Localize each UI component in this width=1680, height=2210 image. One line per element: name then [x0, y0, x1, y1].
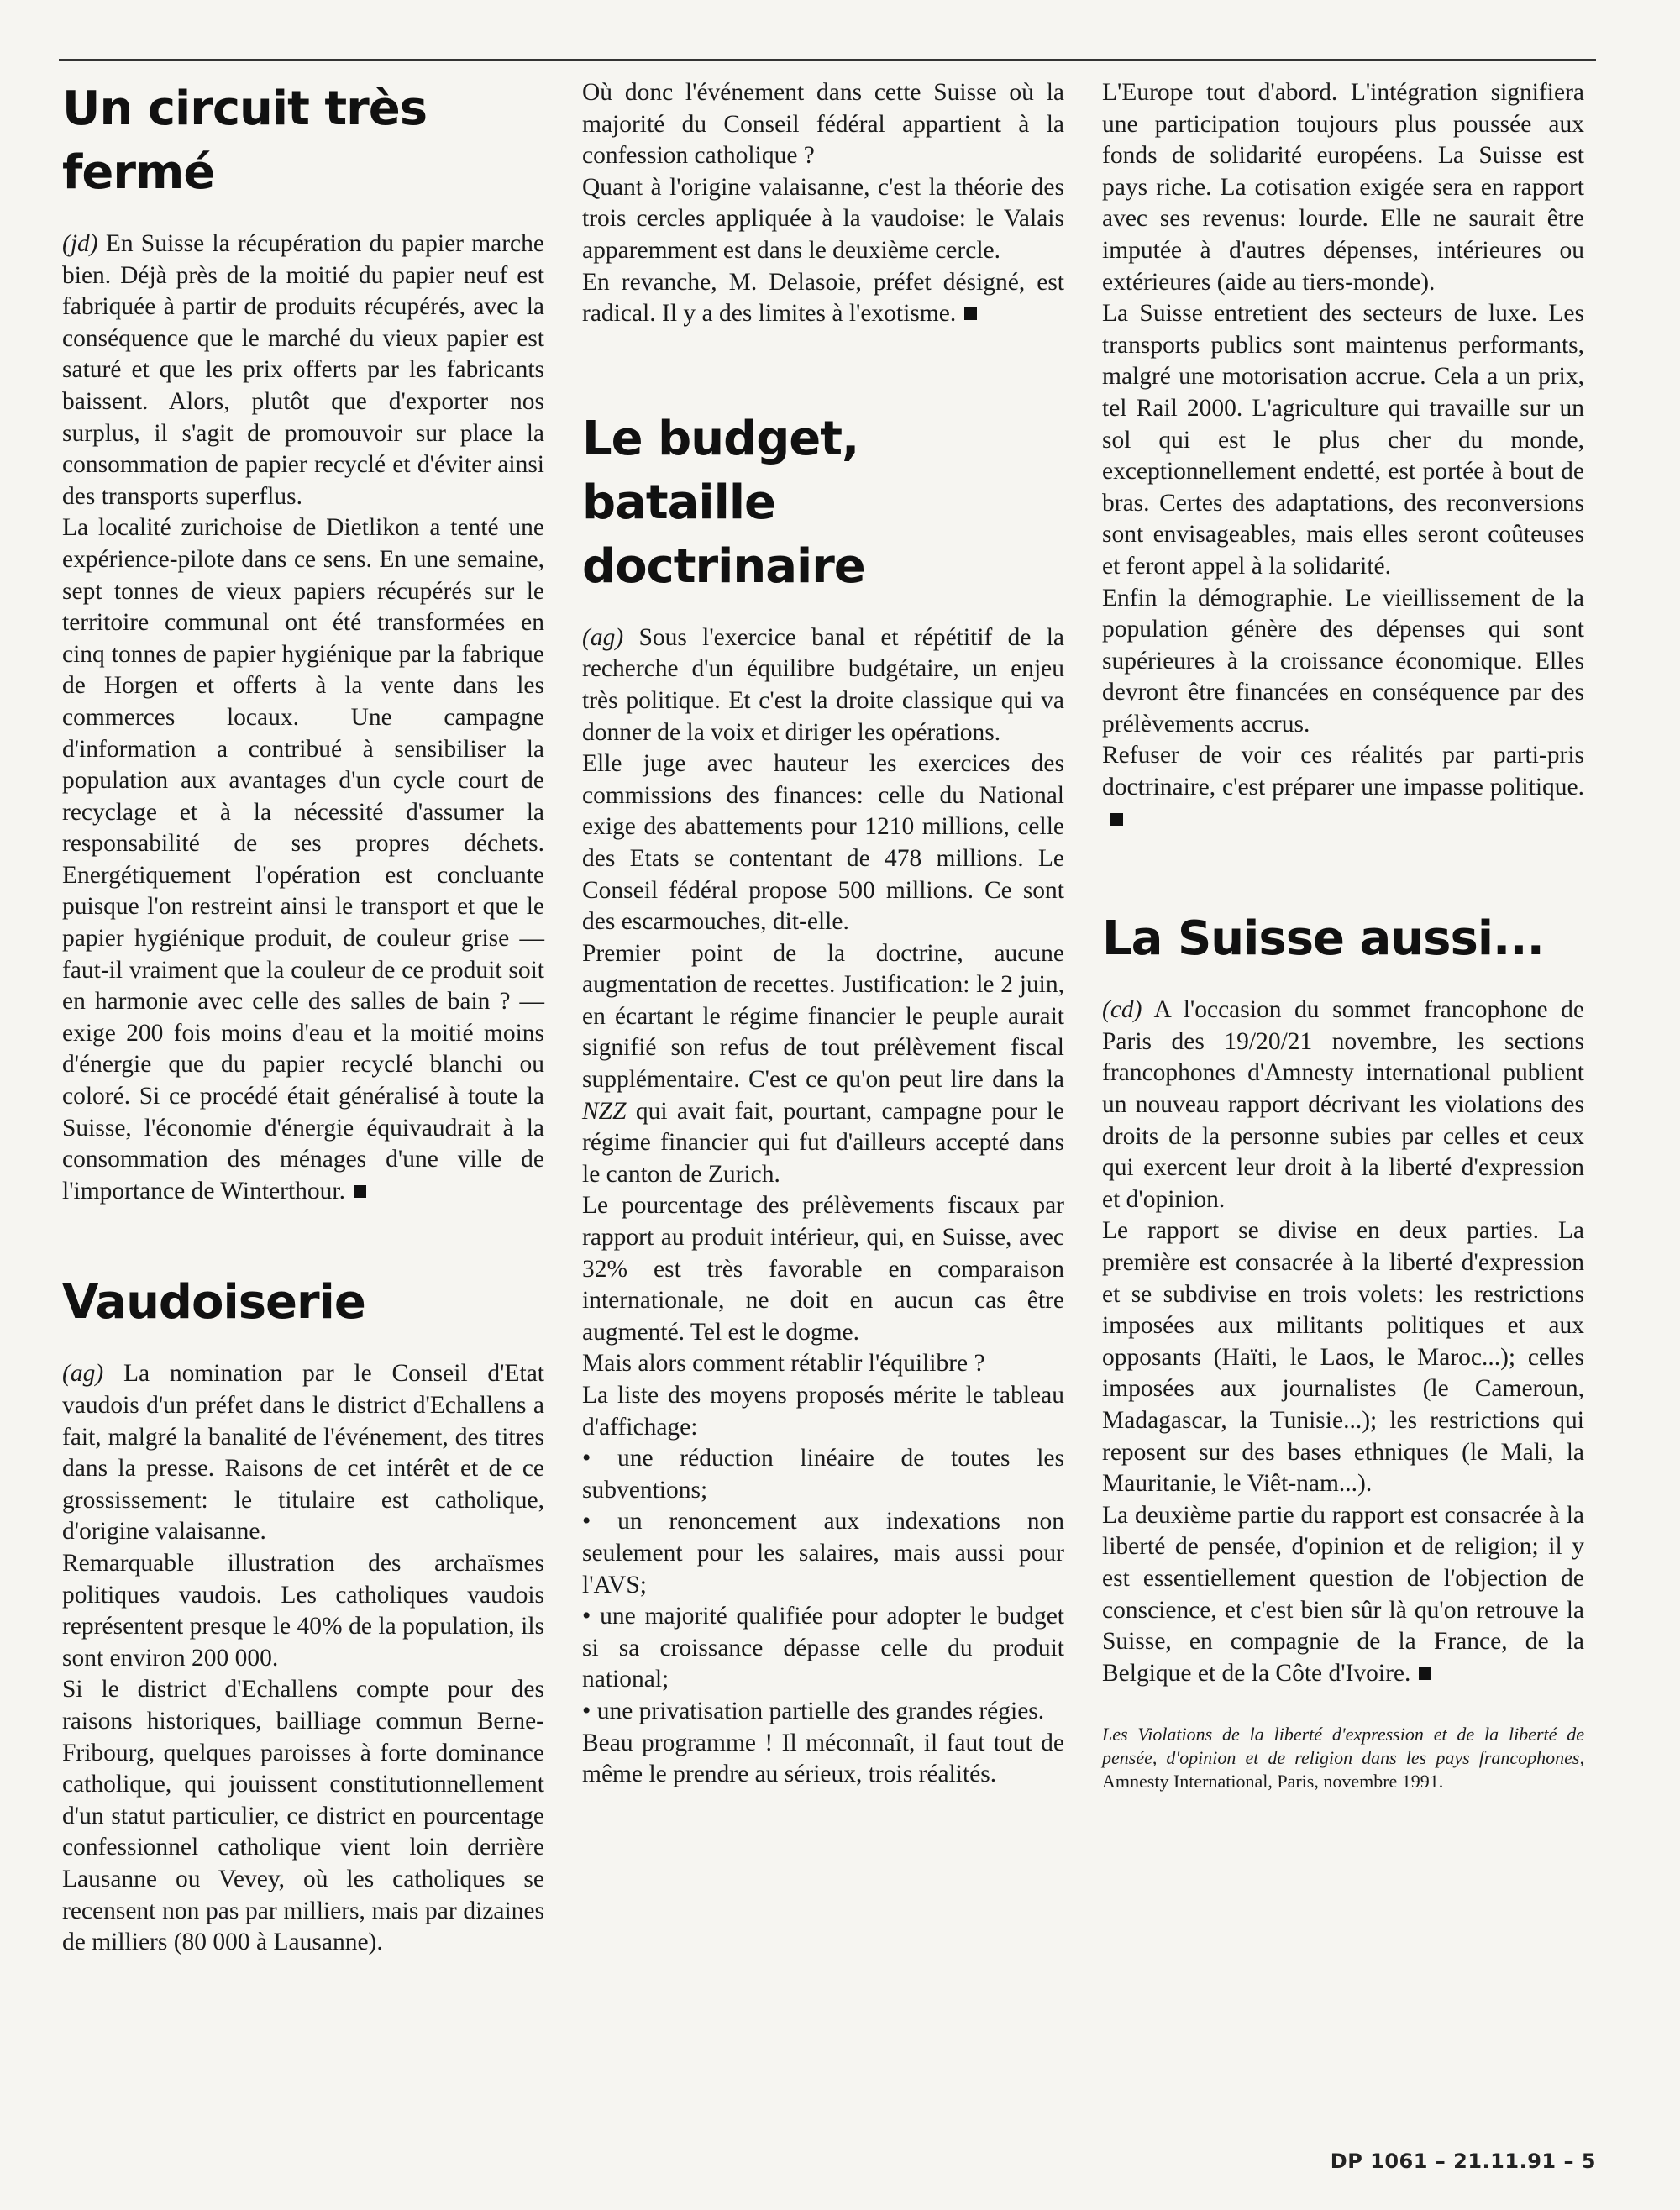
article-title-budget: Le budget, bataille doctrinaire: [582, 411, 865, 594]
column-1: [62, 77, 544, 1959]
list-item: • une majorité qualifiée pour adopter le budget si sa croissance dépasse celle du produit national;: [582, 1603, 1064, 1693]
end-mark-icon: [1110, 813, 1123, 826]
column-3: [1102, 77, 1584, 1793]
article-paragraph: La localité zurichoise de Dietlikon a tenté une expérience-pilote dans ce sens. En une semaine, sept tonnes de vieux papiers récupérés sur le territoire communal ont été transformées en cinq tonnes de papier hygiénique par la fabrique de Horgen et offerts à la vente dans les commerces locaux. Une campagne d'information a contribué à sensibiliser la population aux avantages d'un cycle court de recyclage et à la nécessité d'assumer la responsabilité de ses propres déchets. Energétiquement l'opération est concluante puisque l'on restreint ainsi le transport et que le papier hygiénique produit, de couleur grise — faut-il vraiment que la couleur de ce produit soit en harmonie avec celle des salles de bain ? — exige 200 fois moins d'eau et la moitié moins d'énergie que du papier recyclé blanchi ou coloré. Si ce procédé était généralisé à toute la Suisse, l'économie d'énergie équivaudrait à la consommation des ménages d'une ville de l'importance de Winterthour.: [62, 514, 544, 1205]
article-title-suisse: La Suisse aussi...: [1102, 911, 1544, 967]
article-paragraph: (ag) La nomination par le Conseil d'Etat vaudois d'un préfet dans le district d'Echallens a fait, malgré la banalité de l'événement, des titres dans la presse. Raisons de cet intérêt et de ce grossissement: le titulaire est catholique, d'origine valaisanne.: [62, 1360, 544, 1546]
list-item: • une privatisation partielle des grandes régies.: [582, 1697, 1045, 1724]
article-paragraph: Remarquable illustration des archaïsmes politiques vaudois. Les catholiques vaudois représentent presque le 40% de la population, ils sont environ 200 000.: [62, 1549, 544, 1672]
author-initials: (cd): [1102, 996, 1142, 1024]
article-paragraph: La liste des moyens proposés mérite le tableau d'affichage:: [582, 1382, 1064, 1441]
article-paragraph: Enfin la démographie. Le vieillissement de la population génère des dépenses qui sont supérieures à la croissance économique. Elles devront être financées en conséquence par des prélèvements accrus.: [1102, 584, 1584, 738]
end-mark-icon: [1419, 1667, 1431, 1680]
article-paragraph: Beau programme ! Il méconnaît, il faut tout de même le prendre au sérieux, trois réalités.: [582, 1729, 1064, 1788]
article-paragraph: Elle juge avec hauteur les exercices des commissions des finances: celle du National exige des abattements pour 1210 millions, celle des Etats se contentant de 478 millions. Le Conseil fédéral propose 500 millions. Ce sont des escarmouches, dit-elle.: [582, 750, 1064, 936]
article-title-circuit: Un circuit très fermé: [62, 81, 428, 200]
end-mark-icon: [354, 1185, 366, 1198]
article-paragraph: Premier point de la doctrine, aucune augmentation de recettes. Justification: le 2 juin, en écartant le régime financier le peuple aurait signifié son refus de tout prélèvement fiscal supplémentaire. C'est ce qu'on peut lire dans la NZZ qui avait fait, pourtant, campagne pour le régime financier qui fut d'ailleurs accepté dans le canton de Zurich.: [582, 939, 1065, 1188]
article-paragraph: En revanche, M. Delasoie, préfet désigné, est radical. Il y a des limites à l'exotisme.: [582, 268, 1064, 328]
author-initials: (ag): [62, 1360, 104, 1388]
article-paragraph: Le rapport se divise en deux parties. La première est consacrée à la liberté d'expression et se subdivise en trois volets: les restrictions imposées aux militants politiques et aux opposants (Haïti, le Laos, le Maroc...); celles imposées aux journalistes (le Cameroun, Madagascar, la Tunisie...); les restrictions qui reposent sur des bases ethniques (le Mali, la Mauritanie, le Viêt-nam...).: [1102, 1217, 1584, 1498]
article-paragraph: La deuxième partie du rapport est consacrée à la liberté de pensée, d'opinion et de religion; il y est essentiellement question de l'objection de conscience, et c'est bien sûr là qu'on retrouve la Suisse, en compagnie de la France, de la Belgique et de la Côte d'Ivoire.: [1102, 1501, 1584, 1687]
article-paragraph: Si le district d'Echallens compte pour des raisons historiques, bailliage commun Berne-Fribourg, quelques paroisses à forte dominance catholique, qui jouissent constitutionnellement d'un statut particulier, ce district en pourcentage confessionnel catholique vient loin derrière Lausanne ou Vevey, où les catholiques se recensent non pas par milliers, mais par dizaines de milliers (80 000 à Lausanne).: [62, 1676, 544, 1956]
article-title-vaudoiserie: Vaudoiserie: [62, 1275, 365, 1331]
top-rule: [59, 59, 1596, 61]
footnote: [1102, 1723, 1584, 1793]
article-paragraph: Mais alors comment rétablir l'équilibre ?: [582, 1350, 985, 1378]
footnote-source: Amnesty International, Paris, novembre 1991.: [1102, 1771, 1444, 1793]
article-paragraph: L'Europe tout d'abord. L'intégration signifiera une participation toujours plus poussée aux fonds de solidarité européens. La Suisse est pays riche. La cotisation exigée sera en rapport avec ses revenus: lourde. Elle ne saurait être imputée à d'autres dépenses, intérieures ou extérieures (aide au tiers-monde).: [1102, 79, 1584, 296]
list-item: • un renoncement aux indexations non seulement pour les salaires, mais aussi pour l'AVS;: [582, 1508, 1064, 1598]
page-folio: DP 1061 – 21.11.91 – 5: [1330, 2150, 1596, 2173]
article-paragraph: La Suisse entretient des secteurs de luxe. Les transports publics sont maintenus performants, malgré une motorisation accrue. Cela a un prix, tel Rail 2000. L'agriculture qui travaille sur un sol qui est le plus cher du monde, exceptionnellement endetté, est portée à bout de bras. Certes des adaptations, des reconversions sont envisageables, mais elles seront coûteuses et feront appel à la solidarité.: [1102, 300, 1584, 580]
article-paragraph: (ag) Sous l'exercice banal et répétitif de la recherche d'un équilibre budgétaire, un enjeu très politique. Et c'est la droite classique qui va donner de la voix et diriger les opérations.: [582, 623, 1065, 746]
article-paragraph: Refuser de voir ces réalités par parti-pris doctrinaire, c'est préparer une impasse politique.: [1102, 740, 1584, 835]
article-paragraph: (jd) En Suisse la récupération du papier marche bien. Déjà près de la moitié du papier neuf est fabriquée à partir de produits récupérés, avec la conséquence que le marché du vieux papier est saturé et que les prix offerts par les fabricants baissent. Alors, plutôt que d'exporter nos surplus, il s'agit de promouvoir sur place la consommation de papier recyclé et d'éviter ainsi des transports superflus.: [62, 230, 544, 510]
end-mark-icon: [964, 307, 977, 320]
article-paragraph: Quant à l'origine valaisanne, c'est la théorie des trois cercles appliquée à la vaudoise: le Valais apparemment est dans le deuxième cercle.: [582, 173, 1064, 264]
column-2: [582, 77, 1064, 1791]
author-initials: (ag): [582, 623, 624, 651]
list-item: • une réduction linéaire de toutes les subventions;: [582, 1445, 1064, 1504]
article-paragraph: Où donc l'événement dans cette Suisse où la majorité du Conseil fédéral appartient à la confession catholique ?: [582, 79, 1064, 170]
author-initials: (jd): [62, 230, 98, 257]
footnote-title: Les Violations de la liberté d'expression et de la liberté de pensée, d'opinion et de religion dans les pays francophones,: [1102, 1724, 1584, 1769]
article-paragraph: (cd) A l'occasion du sommet francophone de Paris des 19/20/21 novembre, les sections francophones d'Amnesty international publient un nouveau rapport décrivant les violations des droits de la personne subies par celles et ceux qui exercent leur droit à la liberté d'expression et d'opinion.: [1102, 996, 1585, 1213]
article-paragraph: Le pourcentage des prélèvements fiscaux par rapport au produit intérieur, qui, en Suisse, avec 32% est très favorable en comparaison internationale, ne doit en aucun cas être augmenté. Tel est le dogme.: [582, 1192, 1064, 1346]
